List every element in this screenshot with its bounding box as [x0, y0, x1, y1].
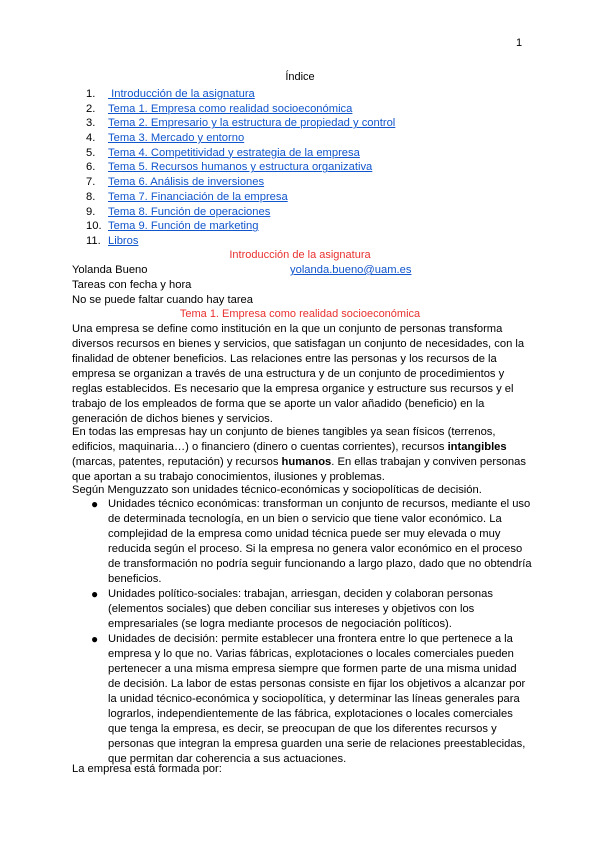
page-number: 1 — [516, 37, 523, 49]
bullet-text-tecnico-economicas: Unidades técnico económicas: transforman un conjunto de recursos, mediante el uso de determinada tecnología, en un bien o servicio que tiene valor económico. La complejidad de la empresa como unidad técnica puede ser muy elevada o muy reducida según el proceso. Si la empresa no genera valor económico en el proceso de transformación no podría seguir funcionando a largo plazo, dado que no obtendría beneficios. — [108, 498, 532, 585]
bullet-text-politico-sociales: Unidades político-sociales: trabajan, arriesgan, deciden y colaboran personas (elementos sociales) que deben conciliar sus intereses y objetivos con los empresariales (se logra mediante procesos de negociación políticos). — [108, 588, 493, 630]
toc-number: 8. — [86, 190, 96, 203]
toc-item — [86, 205, 395, 220]
tema1-paragraph-resources — [72, 425, 532, 485]
toc-link-intro[interactable]: Introducción de la asignatura — [108, 88, 255, 100]
toc-link-tema-3[interactable]: Tema 3. Mercado y entorno — [108, 132, 245, 145]
toc-item — [86, 219, 395, 234]
toc-item — [86, 234, 395, 249]
toc-item — [86, 160, 395, 175]
toc-item — [86, 190, 395, 205]
toc-link-tema-9[interactable]: Tema 9. Función de marketing — [108, 220, 259, 233]
toc-item — [86, 87, 395, 102]
toc-link-tema-2[interactable]: Tema 2. Empresario y la estructura de propiedad y control — [108, 117, 396, 130]
toc-item — [86, 146, 395, 161]
resources-text-c: . En ellas trabajan y conviven personas que aportan a su trabajo conocimientos, ilusiones y problemas. — [72, 456, 526, 483]
toc-item — [86, 116, 395, 131]
toc-number: 1. — [86, 88, 96, 100]
list-item — [72, 587, 532, 632]
tema1-paragraph-definition: Una empresa se define como institución en la que un conjunto de personas transforma diversos recursos en bienes y servicios, que satisfagan un conjunto de necesidades, con la finalidad de obtener beneficios. Las relaciones entre las personas y los recursos de la empresa se organizan a través de una estructura y de un conjunto de procedimientos y reglas establecidos. Es necesario que la empresa organice y estructure sus recursos y el trabajo de los empleados de forma que se aporte un valor añadido (beneficio) en la generación de dichos bienes y servicios. — [72, 323, 525, 425]
toc-number: 3. — [86, 117, 96, 130]
decision-units-list — [72, 497, 532, 767]
bullet-icon: ● — [91, 632, 99, 646]
resources-humanos: humanos — [281, 456, 332, 468]
tema1-section-title: Tema 1. Empresa como realidad socioeconómica — [179, 308, 421, 320]
toc-link-tema-7[interactable]: Tema 7. Financiación de la empresa — [108, 190, 288, 203]
toc-link-libros[interactable]: Libros — [108, 234, 139, 247]
intro-note-attendance: No se puede faltar cuando hay tarea — [72, 294, 253, 306]
toc-link-tema-6[interactable]: Tema 6. Análisis de inversiones — [108, 176, 265, 189]
intro-section-title: Introducción de la asignatura — [229, 249, 371, 261]
toc-number: 4. — [86, 132, 96, 145]
teacher-name: Yolanda Bueno — [72, 264, 148, 276]
resources-intangibles: intangibles — [447, 441, 507, 453]
toc-link-tema-1[interactable]: Tema 1. Empresa como realidad socioeconómica — [108, 102, 353, 115]
toc-number: 6. — [86, 161, 96, 174]
toc-item — [86, 131, 395, 146]
tema1-closing-line: La empresa está formada por: — [72, 763, 222, 775]
index-title: Índice — [285, 71, 315, 83]
toc-number: 5. — [86, 146, 96, 159]
table-of-contents — [86, 87, 395, 249]
resources-text-b: (marcas, patentes, reputación) y recursos — [72, 456, 282, 468]
bullet-icon: ● — [91, 587, 99, 601]
toc-link-tema-4[interactable]: Tema 4. Competitividad y estrategia de la empresa — [108, 146, 360, 159]
toc-number: 10. — [86, 220, 102, 233]
intro-note-deadlines: Tareas con fecha y hora — [72, 279, 192, 291]
bullet-icon: ● — [91, 497, 99, 511]
list-item — [72, 497, 532, 587]
toc-link-tema-5[interactable]: Tema 5. Recursos humanos y estructura organizativa — [108, 161, 373, 174]
bullet-text-unidades-decision: Unidades de decisión: permite establecer una frontera entre lo que pertenece a la empresa y lo que no. Varias fábricas, explotaciones o locales comerciales pueden pertenecer a una misma empresa siempre que formen parte de una misma unidad de decisión. La labor de estas personas consiste en fijar los objetivos a alcanzar por la unidad técnico-económica y sociopolítica, y determinar las líneas generales para lograrlos, independientemente de las fábrica, explotaciones o locales comerciales que tenga la empresa, es decir, se preocupan de que los diferentes recursos y personas que integran la empresa guarden una serie de relaciones preestablecidas, que permitan dar coherencia a sus actuaciones. — [108, 633, 526, 765]
toc-number: 11. — [86, 234, 101, 247]
tema1-menguzzato-line: Según Menguzzato son unidades técnico-económicas y sociopolíticas de decisión. — [72, 484, 482, 496]
list-item — [72, 632, 532, 767]
toc-item — [86, 175, 395, 190]
toc-number: 2. — [86, 102, 96, 115]
resources-text-a: En todas las empresas hay un conjunto de bienes tangibles ya sean físicos (terrenos, edificios, maquinaria…) o financiero (dinero o cuentas corrientes), recursos — [72, 426, 496, 453]
toc-link-tema-8[interactable]: Tema 8. Función de operaciones — [108, 205, 271, 218]
toc-number: 9. — [86, 205, 96, 218]
toc-item — [86, 102, 395, 117]
teacher-email-link[interactable]: yolanda.bueno@uam.es — [290, 264, 412, 276]
toc-number: 7. — [86, 176, 96, 189]
